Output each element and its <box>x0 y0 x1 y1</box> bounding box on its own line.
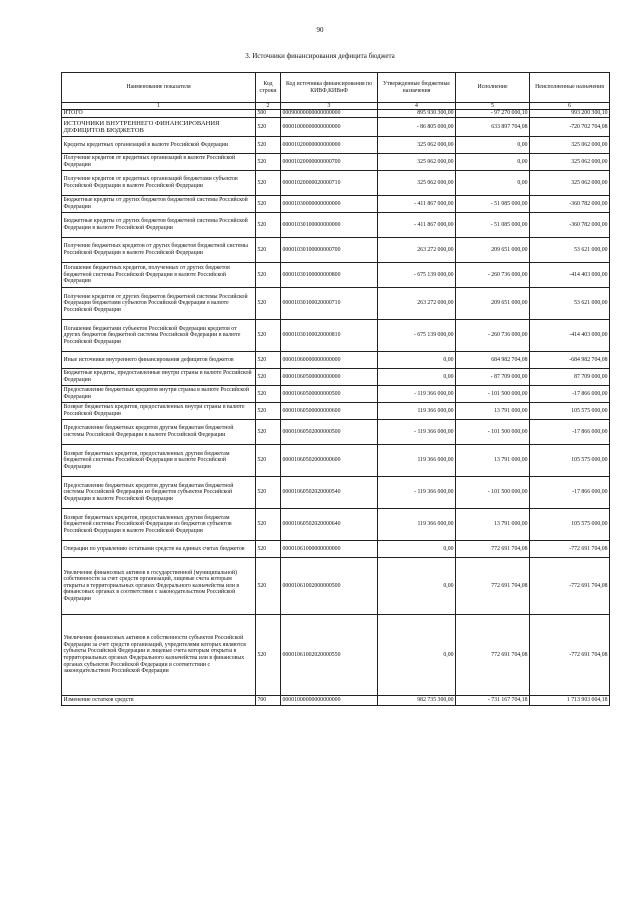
row-source-code: 00090000000000000000 <box>281 110 378 118</box>
row-name: Возврат бюджетных кредитов, предоставленных другим бюджетам бюджетной системы Российской Федерации из бюджетов субъектов Российской Федерации в валюте Российской Федерации <box>62 509 256 541</box>
column-number: 3 <box>281 103 378 110</box>
table-row <box>62 213 610 238</box>
row-approved: 0,00 <box>378 558 456 615</box>
column-number: 6 <box>530 103 610 110</box>
row-line-code: 520 <box>256 288 281 320</box>
column-number: 4 <box>378 103 456 110</box>
table-row <box>62 558 610 615</box>
row-executed: 13 791 000,00 <box>456 509 530 541</box>
row-name: Увеличение финансовых активов в государственной (муниципальной) собственности за счет средств организаций, лицевые счета которым открыты в территориальных органах Федерального казначейства или в финансовых органах в соответствии с законодательством Российской Федерации <box>62 558 256 615</box>
table-row <box>62 196 610 213</box>
row-source-code: 00001060500000000600 <box>281 403 378 420</box>
row-source-code: 00001061002020000550 <box>281 615 378 696</box>
table-row <box>62 171 610 196</box>
row-unexecuted: -772 691 704,08 <box>530 615 610 696</box>
row-approved: 0,00 <box>378 541 456 558</box>
row-source-code: 00001030100000000700 <box>281 238 378 263</box>
column-number: 2 <box>256 103 281 110</box>
row-unexecuted: 53 621 000,00 <box>530 288 610 320</box>
row-approved: 0,00 <box>378 352 456 369</box>
row-unexecuted: -684 982 704,08 <box>530 352 610 369</box>
row-source-code: 00001020000020000710 <box>281 171 378 196</box>
row-source-code: 00001060500000000000 <box>281 369 378 386</box>
row-unexecuted: -360 782 000,00 <box>530 213 610 238</box>
row-approved: - 119 366 000,00 <box>378 420 456 445</box>
row-source-code: 00001020000000000700 <box>281 154 378 171</box>
row-name: Бюджетные кредиты от других бюджетов бюджетной системы Российской Федерации в валюте Российской Федерации <box>62 213 256 238</box>
row-source-code: 00001060500000000500 <box>281 386 378 403</box>
table-row <box>62 320 610 352</box>
row-executed: 0,00 <box>456 171 530 196</box>
row-line-code: 520 <box>256 238 281 263</box>
row-approved: 325 062 000,00 <box>378 137 456 154</box>
row-executed: - 101 500 000,00 <box>456 420 530 445</box>
row-executed: 209 651 000,00 <box>456 288 530 320</box>
column-number: 5 <box>456 103 530 110</box>
row-unexecuted: 1 713 903 004,18 <box>530 696 610 706</box>
column-header: Утвержденные бюджетные назначения <box>378 73 456 103</box>
row-name: Возврат бюджетных кредитов, предоставленных внутри страны в валюте Российской Федерации <box>62 403 256 420</box>
column-number: 1 <box>62 103 256 110</box>
row-line-code: 520 <box>256 263 281 288</box>
row-approved: 982 735 300,00 <box>378 696 456 706</box>
row-approved: - 119 366 000,00 <box>378 477 456 509</box>
row-name: Кредиты кредитных организаций в валюте Российской Федерации <box>62 137 256 154</box>
row-line-code: 520 <box>256 137 281 154</box>
table-row <box>62 403 610 420</box>
row-source-code: 00001000000000000000 <box>281 118 378 137</box>
row-approved: - 411 867 000,00 <box>378 196 456 213</box>
table-row <box>62 509 610 541</box>
row-name: Бюджетные кредиты от других бюджетов бюджетной системы Российской Федерации <box>62 196 256 213</box>
row-line-code: 520 <box>256 403 281 420</box>
row-line-code: 520 <box>256 369 281 386</box>
row-approved: - 675 139 000,00 <box>378 263 456 288</box>
row-line-code: 520 <box>256 320 281 352</box>
row-line-code: 520 <box>256 509 281 541</box>
row-executed: - 731 167 704,18 <box>456 696 530 706</box>
table-row <box>62 137 610 154</box>
row-executed: 633 897 704,08 <box>456 118 530 137</box>
column-header: Наименование показателя <box>62 73 256 103</box>
row-name: Увеличение финансовых активов в собственности субъектов Российской Федерации за счет средств организаций, учредителями которых являются субъекты Российской Федерации и лицевые счета которым открыты в территориальных органах Федерального казначейства или в финансовых органах субъектов Российской Федерации в соответствии с законодательством Российской Федерации <box>62 615 256 696</box>
table-row <box>62 369 610 386</box>
row-approved: - 119 366 000,00 <box>378 386 456 403</box>
row-approved: 263 272 000,00 <box>378 288 456 320</box>
row-approved: - 411 867 000,00 <box>378 213 456 238</box>
row-line-code: 520 <box>256 615 281 696</box>
row-line-code: 520 <box>256 118 281 137</box>
row-executed: 0,00 <box>456 137 530 154</box>
row-name: Иные источники внутреннего финансирования дефицитов бюджетов <box>62 352 256 369</box>
row-executed: 0,00 <box>456 154 530 171</box>
row-source-code: 00001030100000000000 <box>281 213 378 238</box>
row-unexecuted: 325 062 000,00 <box>530 171 610 196</box>
row-name: Предоставление бюджетных кредитов другим бюджетам бюджетной системы Российской Федерации в валюте Российской Федерации <box>62 420 256 445</box>
table-row <box>62 263 610 288</box>
row-unexecuted: -414 403 000,00 <box>530 263 610 288</box>
row-executed: 13 791 000,00 <box>456 445 530 477</box>
table-row <box>62 238 610 263</box>
row-unexecuted: -720 702 704,08 <box>530 118 610 137</box>
row-name: Получение бюджетных кредитов от других бюджетов бюджетной системы Российской Федерации в валюте Российской Федерации <box>62 238 256 263</box>
row-source-code: 00001060502000000600 <box>281 445 378 477</box>
row-name: ИТОГО <box>62 110 256 118</box>
row-approved: 895 930 300,00 <box>378 110 456 118</box>
row-approved: 0,00 <box>378 615 456 696</box>
row-name: Операции по управлению остатками средств на единых счетах бюджетов <box>62 541 256 558</box>
table-row <box>62 154 610 171</box>
row-approved: 119 366 000,00 <box>378 403 456 420</box>
row-name: Получение кредитов от кредитных организаций бюджетами субъектов Российской Федерации в валюте Российской Федерации <box>62 171 256 196</box>
row-executed: - 97 270 000,10 <box>456 110 530 118</box>
row-source-code: 00001061002000000500 <box>281 558 378 615</box>
row-approved: 325 062 000,00 <box>378 171 456 196</box>
row-unexecuted: -17 866 000,00 <box>530 477 610 509</box>
table-row <box>62 386 610 403</box>
row-name: Предоставление бюджетных кредитов внутри страны в валюте Российской Федерации <box>62 386 256 403</box>
row-executed: - 101 500 000,00 <box>456 386 530 403</box>
row-unexecuted: 325 062 000,00 <box>530 137 610 154</box>
table-row <box>62 288 610 320</box>
row-unexecuted: -772 691 704,08 <box>530 541 610 558</box>
row-line-code: 500 <box>256 110 281 118</box>
table-row <box>62 696 610 706</box>
row-name: Предоставление бюджетных кредитов другим бюджетам бюджетной системы Российской Федерации из бюджетов субъектов Российской Федерации в валюте Российской Федерации <box>62 477 256 509</box>
row-line-code: 520 <box>256 386 281 403</box>
row-executed: 772 691 704,08 <box>456 615 530 696</box>
row-line-code: 520 <box>256 352 281 369</box>
row-source-code: 00001030100020000710 <box>281 288 378 320</box>
row-name: Бюджетные кредиты, предоставленные внутри страны в валюте Российской Федерации <box>62 369 256 386</box>
row-executed: - 260 736 000,00 <box>456 263 530 288</box>
row-unexecuted: 993 200 300,10 <box>530 110 610 118</box>
row-name: Получение кредитов от других бюджетов бюджетной системы Российской Федерации бюджетами субъектов Российской Федерации в валюте Российской Федерации <box>62 288 256 320</box>
row-unexecuted: 87 709 000,00 <box>530 369 610 386</box>
row-executed: - 51 085 000,00 <box>456 196 530 213</box>
row-approved: 325 062 000,00 <box>378 154 456 171</box>
column-header: Код источника финансирования по КИВФ,КИВнФ <box>281 73 378 103</box>
row-line-code: 520 <box>256 420 281 445</box>
row-source-code: 00001060502020000640 <box>281 509 378 541</box>
row-executed: 209 651 000,00 <box>456 238 530 263</box>
table-row <box>62 420 610 445</box>
row-source-code: 00001000000000000000 <box>281 696 378 706</box>
row-line-code: 520 <box>256 171 281 196</box>
table-row <box>62 118 610 137</box>
table-row <box>62 445 610 477</box>
table-row <box>62 615 610 696</box>
row-approved: 0,00 <box>378 369 456 386</box>
row-line-code: 520 <box>256 541 281 558</box>
row-line-code: 520 <box>256 154 281 171</box>
row-executed: 772 691 704,08 <box>456 541 530 558</box>
row-unexecuted: 105 575 000,00 <box>530 403 610 420</box>
row-source-code: 00001030000000000000 <box>281 196 378 213</box>
table-row <box>62 110 610 118</box>
row-unexecuted: -17 866 000,00 <box>530 386 610 403</box>
row-approved: 119 366 000,00 <box>378 445 456 477</box>
row-executed: - 260 736 000,00 <box>456 320 530 352</box>
row-name: Погашение бюджетных кредитов, полученных от других бюджетов бюджетной системы Российской Федерации в валюте Российской Федерации <box>62 263 256 288</box>
table-header-row <box>62 73 610 103</box>
table-row <box>62 477 610 509</box>
row-source-code: 00001030100000000800 <box>281 263 378 288</box>
row-line-code: 520 <box>256 477 281 509</box>
row-source-code: 00001060000000000000 <box>281 352 378 369</box>
row-source-code: 00001061000000000000 <box>281 541 378 558</box>
row-approved: - 86 805 000,00 <box>378 118 456 137</box>
row-unexecuted: 53 621 000,00 <box>530 238 610 263</box>
row-unexecuted: -414 403 000,00 <box>530 320 610 352</box>
row-unexecuted: 105 575 000,00 <box>530 509 610 541</box>
table-row <box>62 352 610 369</box>
row-executed: - 51 085 000,00 <box>456 213 530 238</box>
row-line-code: 520 <box>256 558 281 615</box>
row-name: Возврат бюджетных кредитов, предоставленных другим бюджетам бюджетной системы Российской Федерации в валюте Российской Федерации <box>62 445 256 477</box>
row-name: Изменение остатков средств <box>62 696 256 706</box>
page-number: 90 <box>316 26 324 34</box>
row-line-code: 520 <box>256 445 281 477</box>
row-source-code: 00001060502020000540 <box>281 477 378 509</box>
row-executed: 13 791 000,00 <box>456 403 530 420</box>
row-line-code: 700 <box>256 696 281 706</box>
column-header: Неисполненные назначения <box>530 73 610 103</box>
row-source-code: 00001030100020000810 <box>281 320 378 352</box>
row-approved: 263 272 000,00 <box>378 238 456 263</box>
table-row <box>62 541 610 558</box>
column-header: Исполнение <box>456 73 530 103</box>
row-name: ИСТОЧНИКИ ВНУТРЕННЕГО ФИНАНСИРОВАНИЯ ДЕФИЦИТОВ БЮДЖЕТОВ <box>62 118 256 137</box>
row-executed: 772 691 704,08 <box>456 558 530 615</box>
row-name: Погашение бюджетами субъектов Российской Федерации кредитов от других бюджетов бюджетной системы Российской Федерации в валюте Российской Федерации <box>62 320 256 352</box>
row-unexecuted: -360 782 000,00 <box>530 196 610 213</box>
row-unexecuted: 105 575 000,00 <box>530 445 610 477</box>
section-title: 3. Источники финансирования дефицита бюджета <box>245 52 395 60</box>
row-line-code: 520 <box>256 196 281 213</box>
row-source-code: 00001020000000000000 <box>281 137 378 154</box>
row-executed: - 87 709 000,00 <box>456 369 530 386</box>
row-approved: - 675 139 000,00 <box>378 320 456 352</box>
financing-sources-table <box>61 72 610 706</box>
row-approved: 119 366 000,00 <box>378 509 456 541</box>
column-header: Код строки <box>256 73 281 103</box>
row-executed: - 101 500 000,00 <box>456 477 530 509</box>
row-line-code: 520 <box>256 213 281 238</box>
row-source-code: 00001060502000000500 <box>281 420 378 445</box>
row-executed: 684 982 704,08 <box>456 352 530 369</box>
row-unexecuted: 325 062 000,00 <box>530 154 610 171</box>
row-unexecuted: -17 866 000,00 <box>530 420 610 445</box>
row-unexecuted: -772 691 704,08 <box>530 558 610 615</box>
column-number-row <box>62 103 610 110</box>
row-name: Получение кредитов от кредитных организаций в валюте Российской Федерации <box>62 154 256 171</box>
